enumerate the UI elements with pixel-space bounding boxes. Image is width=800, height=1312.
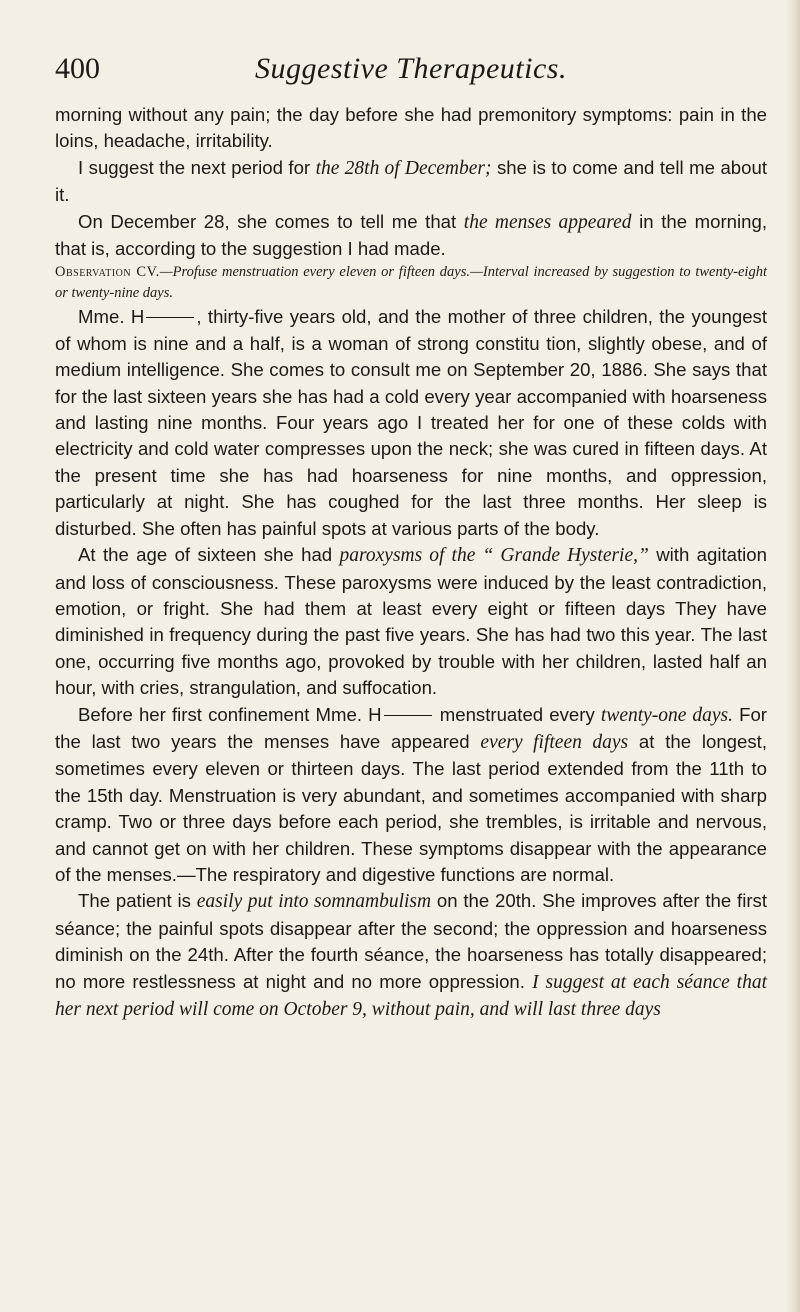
paragraph-paroxysms [55, 542, 767, 701]
text-run: At the age of sixteen she had [78, 544, 340, 566]
observation-label: Observation CV. [55, 264, 160, 281]
observation-description: —Profuse menstruation every eleven or fifteen days.—Interval increased by suggestion to twenty-eight or twenty-nine days. [55, 264, 767, 302]
page-header [55, 52, 775, 92]
paragraph-intro: morning without any pain; the day before she had premonitory symptoms: pain in the loins, headache, irritability. [55, 104, 767, 152]
italic-run: I suggest at each séance that her next period will come on October 9, without pain, and will last three days [55, 971, 767, 1020]
page-edge [786, 0, 800, 1312]
text-run: , thirty-five years old, and the mother of three children, the youngest of whom is nine and a half, is a woman of strong constitu tion, slightly obese, and of medium intelligence. She comes to consult me on September 20, 1886. She says that for the last sixteen years she has had a cold every year accompanied with hoarseness and lasting nine months. Four years ago I treated her for one of these colds with electricity and cold water compresses upon the neck; she was cured in fifteen days. At the present time she has had hoarseness for nine months, and oppression, particularly at night. She has coughed for the last three months. Her sleep is disturbed. She often has painful spots at various parts of the body. [55, 306, 768, 539]
paragraph-patient [55, 304, 767, 542]
text-run: menstruated every [433, 703, 601, 725]
observation-heading [55, 262, 767, 304]
text-run: at the longest, sometimes every eleven or thirteen days. The last period extended from the 11th to the 15th day. Menstruation is very abundant, and sometimes accompanied with sharp cramp. Two or three days before each period, she trembles, is irritable and nervous, and cannot get on with her children. These symptoms disappear with the appearance of the menses.—The respiratory and digestive functions are normal. [55, 730, 767, 885]
italic-run: twenty-one days. [600, 704, 733, 726]
text-run: For the last two years the menses have appeared [55, 703, 768, 752]
text-run: she is to come and tell me about it. [55, 156, 767, 206]
italic-run: easily put into somnambulism [196, 891, 432, 913]
italic-run: the 28th of December; [315, 157, 492, 179]
text-run: The patient is [78, 890, 197, 912]
text-run: I suggest the next period for [78, 156, 316, 178]
text-run: Before her first confinement Mme. H [78, 703, 382, 725]
text-run: in the morning, that is, according to the suggestion I had made. [55, 210, 767, 260]
italic-run: every fifteen days [480, 731, 629, 753]
paragraph-treatment [55, 888, 767, 1023]
italic-run: the menses appeared [463, 211, 632, 233]
running-title: Suggestive Therapeutics. [255, 52, 567, 85]
name-dash [384, 715, 432, 716]
italic-run: paroxysms of the “ Grande Hysterie,” [339, 545, 649, 567]
page-body [55, 102, 767, 1023]
text-run: Mme. H [78, 306, 145, 328]
text-run: On December 28, she comes to tell me that [78, 210, 464, 232]
text-run: on the 20th. She improves after the first séance; the painful spots disappear after the second; the oppression and hoarseness diminish on the 24th. After the fourth séance, the hoarseness has totally disappeared; no more restlessness at night and no more oppression. [55, 890, 768, 992]
paragraph-menstruation [55, 702, 767, 889]
page-number: 400 [55, 52, 100, 85]
paragraph-result [55, 209, 767, 263]
name-dash [146, 317, 194, 318]
text-run: with agitation and loss of consciousness. These paroxysms were induced by the least contradiction, emotion, or fright. She had them at least every eight or fifteen days They have diminished in frequency during the past five years. She has had two this year. The last one, occurring five months ago, provoked by trouble with her children, lasted half an hour, with cries, strangulation, and suffocation. [55, 544, 767, 699]
paragraph-suggestion [55, 155, 767, 209]
